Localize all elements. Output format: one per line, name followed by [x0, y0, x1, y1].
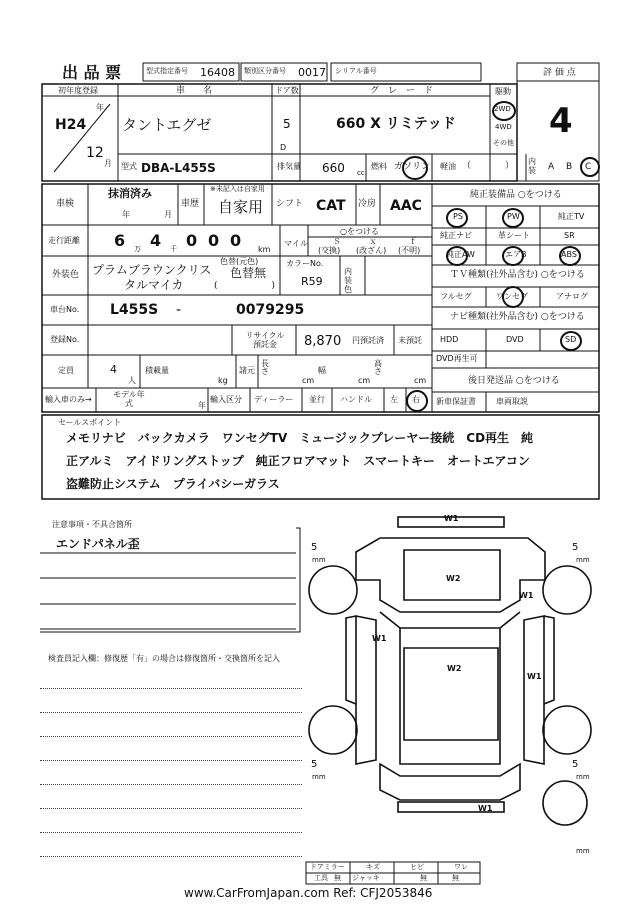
- meter-opt1-mark: Ｓ: [333, 237, 341, 246]
- footer-jack: ジャッキ: [352, 874, 380, 882]
- mileage-digit-4: 0: [208, 231, 220, 250]
- interior-c-circle: [580, 157, 600, 177]
- chassis-dash: -: [176, 302, 182, 318]
- height-cm: cm: [414, 376, 427, 385]
- handle-right-circle: [406, 390, 428, 412]
- model-year-label: モデル年式: [113, 390, 145, 409]
- footer-spare: 無: [452, 874, 459, 882]
- mark-w1-top: W1: [444, 514, 459, 523]
- handle-right: 右: [412, 395, 420, 404]
- class-no-label: 類別区分番号: [244, 67, 286, 75]
- capacity-value: 4: [110, 363, 117, 376]
- tv-analog: アナログ: [556, 292, 588, 301]
- footer-tools: 工具: [314, 874, 328, 882]
- chassis-no: 0079295: [236, 302, 305, 318]
- footer-door-mirror: ドアミラー: [310, 863, 345, 871]
- equip-genuine-navi: 純正ナビ: [440, 231, 472, 240]
- watermark: www.CarFromJapan.com Ref: CFJ2053846: [184, 886, 433, 900]
- fuel-gasoline-circle: [402, 156, 428, 180]
- drive-2wd: 2WD: [494, 105, 511, 113]
- height-label: 高さ: [374, 359, 382, 376]
- tv-title: ＴＶ種類(社外品含む) ○をつける: [450, 270, 585, 280]
- form-title: 出 品 票: [62, 63, 122, 82]
- width-label: 幅: [318, 366, 326, 375]
- mileage-man: 万: [134, 245, 141, 253]
- meter-opt3: (不明): [398, 246, 421, 255]
- width-cm: cm: [358, 376, 371, 385]
- meter-opt1: (交換): [318, 246, 341, 255]
- spare-mm: mm: [576, 847, 590, 855]
- meter-opt2: (改ざん): [356, 246, 387, 255]
- tire-front-left-mm: mm: [312, 556, 326, 564]
- chassis-label: 車台No.: [50, 305, 80, 314]
- sales-line1: メモリナビ バックカメラ ワンセグTV ミュージックプレーヤー接続 CD再生 純: [66, 431, 534, 445]
- first-reg-month: 12: [86, 145, 104, 161]
- inspector-dotted-lines: [40, 684, 302, 864]
- inspector-label: 検査員記入欄：修復歴「有」の場合は修復箇所・交換箇所を記入: [48, 654, 280, 663]
- capacity-label: 定員: [58, 366, 74, 375]
- meter-circle-note: ○をつける: [340, 227, 379, 236]
- capacity-unit: 人: [128, 376, 136, 385]
- recycle-unpaid: 未預託: [398, 336, 422, 345]
- exterior-color-line1: プラムブラウンクリス: [92, 263, 212, 277]
- equip-pw-circle: [502, 208, 524, 228]
- mark-w1-side: W1: [527, 672, 542, 681]
- mark-w1-left: W1: [372, 634, 387, 643]
- exterior-color-label: 外装色: [52, 270, 80, 280]
- mark-w1-right: W1: [519, 591, 534, 600]
- mileage-unit: km: [258, 245, 271, 254]
- color-paren: ( ): [214, 281, 276, 291]
- sales-label: セールスポイント: [58, 418, 122, 427]
- model-no: 16408: [200, 66, 235, 79]
- fuel-light-oil: 軽油: [440, 162, 456, 171]
- aftermarket-title: 後日発送品 ○をつける: [468, 376, 560, 386]
- mileage-digit-1: 6: [114, 231, 126, 250]
- type-label: 型式: [121, 162, 137, 171]
- equip-leather: 革シート: [498, 231, 530, 240]
- interior-b: B: [566, 162, 573, 172]
- doors-sub: D: [280, 143, 287, 152]
- tire-rear-right: 5: [572, 759, 579, 770]
- displacement-label: 排気量: [277, 162, 301, 171]
- grade-label: グ レ ー ド: [370, 86, 434, 96]
- color-no: R59: [301, 275, 323, 288]
- tire-rear-right-mm: mm: [576, 773, 590, 781]
- navi-sd: SD: [565, 335, 577, 344]
- type-value: DBA-L455S: [141, 161, 216, 175]
- evaluation-score: 4: [549, 101, 573, 141]
- history-label: 車歴: [181, 199, 200, 209]
- color-change: 色替無: [230, 266, 267, 280]
- tire-front-right: 5: [572, 542, 579, 553]
- mileage-digit-2: 4: [150, 231, 162, 250]
- footer-scratch: キズ: [366, 863, 380, 871]
- reg-no-label: 登録No.: [50, 335, 80, 344]
- doors-label: ドア数: [275, 86, 299, 95]
- equip-aw: 純正AW: [446, 250, 475, 259]
- shift-label: シフト: [276, 199, 304, 209]
- after-manual: 車両取説: [496, 397, 528, 406]
- mileage-digit-3: 0: [186, 231, 198, 250]
- serial-label: シリアル番号: [335, 67, 377, 75]
- interior-color-label: 内装色: [344, 267, 352, 294]
- tire-front-right-mm: mm: [576, 556, 590, 564]
- mileage-sen: 千: [170, 245, 177, 253]
- inspection-label: 車検: [56, 199, 75, 209]
- equip-ps-circle: [446, 208, 468, 228]
- equip-pw: PW: [507, 212, 520, 221]
- equip-ps: PS: [453, 212, 463, 221]
- ac-label: 冷房: [358, 199, 377, 209]
- navi-dvd: DVD: [506, 335, 524, 344]
- doors-value: 5: [283, 117, 291, 131]
- meter-opt2-mark: ｘ: [369, 237, 377, 246]
- model-year-unit: 年: [198, 401, 206, 410]
- length-cm: cm: [302, 376, 315, 385]
- meter-label: マイル: [284, 239, 308, 248]
- handle-left: 左: [390, 395, 398, 404]
- displacement-unit: cc: [357, 169, 365, 177]
- drive-label: 駆動: [495, 87, 511, 96]
- equip-aircon: エアB: [505, 250, 527, 259]
- mark-w1-bottom: W1: [478, 804, 493, 813]
- tire-front-left: 5: [311, 542, 318, 553]
- footer-jack-value: 無: [420, 874, 427, 882]
- drive-2wd-circle: [492, 101, 516, 121]
- interior-c: C: [585, 162, 592, 172]
- mileage-digit-5: 0: [230, 231, 242, 250]
- shift-value: CAT: [316, 198, 346, 214]
- footer-crack: ヒビ: [410, 863, 424, 871]
- interior-label: 内装: [528, 157, 536, 175]
- mark-w2: W2: [446, 574, 461, 583]
- exterior-color-line2: タルマイカ: [124, 278, 184, 292]
- equip-abs-circle: [559, 246, 581, 266]
- equip-abs: ABS: [561, 250, 577, 259]
- history-note: ※未記入は自家用: [210, 185, 265, 193]
- drive-4wd: 4WD: [495, 123, 512, 131]
- import-parallel: 並行: [309, 395, 325, 404]
- mark-w2-roof: W2: [447, 664, 462, 673]
- recycle-paid: 円預託済: [352, 336, 384, 345]
- after-warranty: 新車保証書: [436, 397, 476, 406]
- ac-value: AAC: [390, 198, 422, 214]
- notes-label: 注意事項・不具合箇所: [52, 520, 132, 529]
- equip-sr: SR: [564, 231, 575, 240]
- tire-rear-left: 5: [311, 759, 318, 770]
- inspection-year: 年: [122, 210, 130, 219]
- notes-line1: エンドパネル歪: [56, 537, 140, 551]
- chassis-prefix: L455S: [110, 302, 159, 318]
- month-suffix: 月: [104, 159, 112, 168]
- navi-sd-circle: [560, 331, 582, 351]
- year-suffix: 年: [96, 103, 104, 112]
- tire-rear-left-mm: mm: [312, 773, 326, 781]
- navi-hdd: HDD: [440, 335, 459, 344]
- drive-other: その他: [493, 139, 514, 147]
- fuel-label: 燃料: [371, 162, 387, 171]
- tv-fullseg: フルセグ: [440, 292, 472, 301]
- sales-line3: 盗難防止システム プライバシーガラス: [66, 477, 280, 491]
- color-original-label: 色替(元色): [220, 257, 259, 266]
- recycle-label: リサイクル預託金: [245, 331, 285, 349]
- model-no-label: 型式指定番号: [146, 67, 188, 75]
- equip-aw-circle: [446, 246, 468, 266]
- footer-chip: ワレ: [454, 863, 468, 871]
- interior-a: A: [548, 162, 555, 172]
- length-label: 長さ: [261, 359, 269, 376]
- grade-value: 660 X リミテッド: [336, 116, 456, 132]
- load-label: 積載量: [145, 366, 169, 375]
- inspection-month: 月: [164, 210, 172, 219]
- load-unit: kg: [218, 376, 228, 385]
- first-reg-label: 初年度登録: [58, 86, 98, 95]
- handle-label: ハンドル: [340, 395, 372, 404]
- fuel-paren-open: （: [462, 161, 472, 171]
- score-label: 評 価 点: [543, 68, 576, 78]
- first-reg-era: H24: [55, 117, 87, 133]
- tv-oneseg-circle: [502, 286, 524, 308]
- dims-label: 諸元: [239, 366, 255, 375]
- genuine-title: 純正装備品 ○をつける: [470, 190, 562, 200]
- import-label: 輸入車のみ→: [45, 395, 92, 404]
- car-name-label: 車 名: [176, 86, 213, 96]
- recycle-value: 8,870: [304, 334, 342, 349]
- equip-aircon-circle: [502, 246, 524, 266]
- import-type-label: 輸入区分: [210, 395, 242, 404]
- color-no-label: カラーNo.: [286, 259, 324, 268]
- sales-line2: 正アルミ アイドリングストップ 純正フロアマット スマートキー オートエアコン: [66, 454, 530, 468]
- tv-oneseg: ワンセグ: [496, 292, 528, 301]
- car-name: タントエグゼ: [122, 116, 212, 134]
- mileage-label: 走行距離: [48, 236, 80, 245]
- navi-title: ナビ種類(社外品含む) ○をつける: [450, 312, 585, 322]
- displacement-value: 660: [322, 161, 345, 175]
- meter-opt3-mark: ｆ: [409, 237, 417, 246]
- history-value: 自家用: [218, 198, 264, 216]
- fuel-gasoline: ガソリン: [394, 162, 431, 172]
- class-no: 0017: [298, 66, 326, 79]
- inspection-value: 抹消済み: [108, 187, 152, 200]
- import-dealer: ディーラー: [254, 395, 294, 404]
- footer-tools-value: 無: [334, 874, 341, 882]
- fuel-paren-close: ）: [505, 161, 515, 171]
- equip-genuine-tv: 純正TV: [558, 212, 585, 221]
- dvd-player: DVD再生可: [436, 354, 478, 363]
